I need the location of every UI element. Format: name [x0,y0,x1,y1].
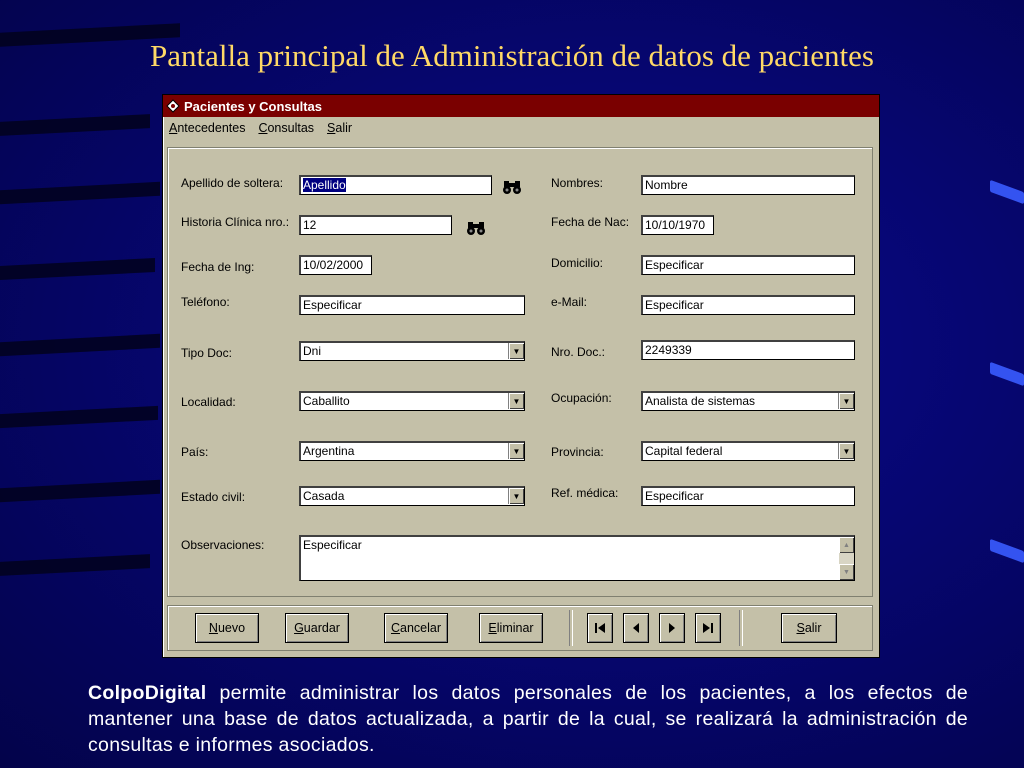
dropdown-arrow-icon[interactable]: ▼ [508,393,524,409]
observaciones-label: Observaciones: [181,538,265,552]
apellido-input[interactable]: Apellido [299,175,492,195]
fecha-ing-input[interactable]: 10/02/2000 [299,255,372,275]
caption-brand: ColpoDigital [88,682,207,704]
guardar-button[interactable]: G uardar [285,613,349,643]
estado-civil-select[interactable]: Casada ▼ [299,486,525,506]
fecha-nac-label: Fecha de Nac: [551,215,630,229]
slide-caption [88,680,968,758]
localidad-label: Localidad: [181,395,236,409]
estado-civil-label: Estado civil: [181,490,246,504]
salir-button[interactable]: S alir [781,613,837,643]
dropdown-arrow-icon[interactable]: ▼ [508,443,524,459]
localidad-select[interactable]: Caballito ▼ [299,391,525,411]
first-record-button[interactable] [587,613,613,643]
menu-bar [163,117,879,139]
app-icon [166,99,180,113]
window-title: Pacientes y Consultas [184,98,322,114]
dropdown-arrow-icon[interactable]: ▼ [508,343,524,359]
telefono-input[interactable]: Especificar [299,295,525,315]
separator [739,610,743,646]
pais-label: País: [181,445,209,459]
binoculars-icon[interactable] [466,220,486,236]
patients-window [162,94,880,658]
nombres-label: Nombres: [551,176,604,190]
nro-doc-input[interactable]: 2249339 [641,340,855,360]
separator [569,610,573,646]
binoculars-icon[interactable] [502,179,522,195]
fecha-nac-input[interactable]: 10/10/1970 [641,215,714,235]
provincia-select[interactable]: Capital federal ▼ [641,441,855,461]
domicilio-input[interactable]: Especificar [641,255,855,275]
apellido-label: Apellido de soltera: [181,176,284,190]
ref-medica-input[interactable]: Especificar [641,486,855,506]
menu-consultas[interactable]: Consultas [258,121,315,135]
dropdown-arrow-icon[interactable]: ▼ [838,443,854,459]
window-titlebar[interactable] [163,95,879,117]
nuevo-button[interactable]: N uevo [195,613,259,643]
previous-record-icon [630,622,642,634]
first-record-icon [594,622,606,634]
fecha-ing-label: Fecha de Ing: [181,260,255,274]
ocupacion-select[interactable]: Analista de sistemas ▼ [641,391,855,411]
menu-antecedentes[interactable]: Antecedentes [169,121,246,135]
nombres-input[interactable]: Nombre [641,175,855,195]
historia-label: Historia Clínica nro.: [181,215,290,229]
ref-medica-label: Ref. médica: [551,486,619,500]
next-record-icon [666,622,678,634]
telefono-label: Teléfono: [181,295,230,309]
historia-input[interactable]: 12 [299,215,452,235]
ocupacion-label: Ocupación: [551,391,612,405]
previous-record-button[interactable] [623,613,649,643]
caption-text: permite administrar los datos personales de los pacientes, a los efectos de mantener una base de datos actualizada, a partir de la cual, se realizará la administración de consultas e informes asociados. [88,682,968,756]
pais-select[interactable]: Argentina ▼ [299,441,525,461]
button-bar [167,605,873,651]
cancelar-button[interactable]: C ancelar [384,613,448,643]
last-record-button[interactable] [695,613,721,643]
observaciones-textarea[interactable]: Especificar ▲ ▼ [299,535,855,581]
scroll-up-icon[interactable]: ▲ [839,537,854,553]
tipo-doc-label: Tipo Doc: [181,346,232,360]
patient-form [167,147,873,597]
tipo-doc-select[interactable]: Dni ▼ [299,341,525,361]
next-record-button[interactable] [659,613,685,643]
menu-salir[interactable]: Salir [327,121,353,135]
dropdown-arrow-icon[interactable]: ▼ [508,488,524,504]
dropdown-arrow-icon[interactable]: ▼ [838,393,854,409]
domicilio-label: Domicilio: [551,256,604,270]
scroll-down-icon[interactable]: ▼ [839,564,854,580]
eliminar-button[interactable]: E liminar [479,613,543,643]
provincia-label: Provincia: [551,445,604,459]
email-label: e-Mail: [551,295,588,309]
email-input[interactable]: Especificar [641,295,855,315]
slide-title: Pantalla principal de Administración de datos de pacientes [150,38,874,73]
last-record-icon [702,622,714,634]
observaciones-scrollbar[interactable] [839,537,854,580]
nro-doc-label: Nro. Doc.: [551,345,606,359]
